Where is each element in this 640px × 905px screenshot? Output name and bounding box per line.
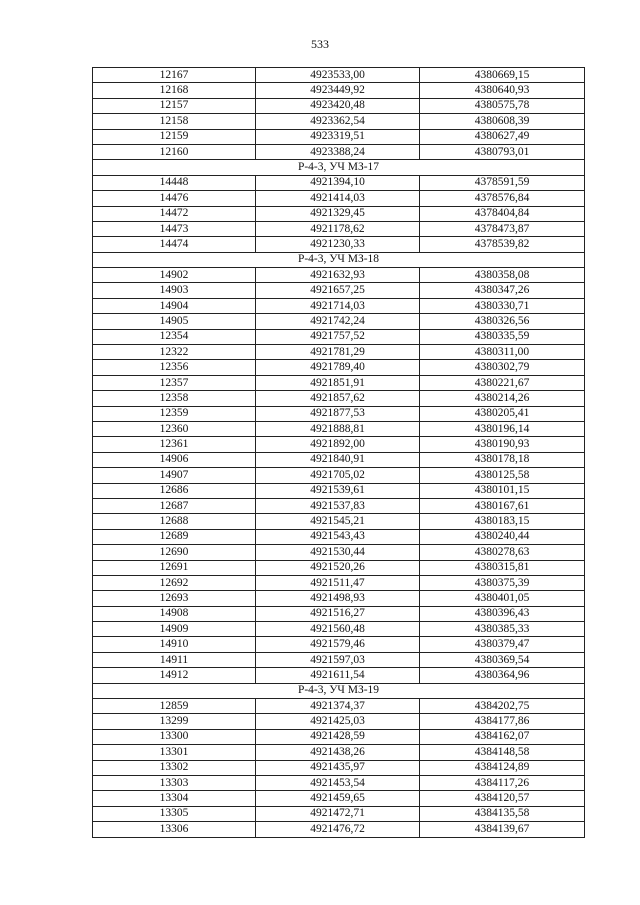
point-number-cell: 14906 (93, 452, 256, 467)
point-number-cell: 14910 (93, 637, 256, 652)
section-title: Р-4-3, УЧ МЗ-17 (93, 160, 585, 175)
y-coordinate-cell: 4380335,59 (420, 329, 585, 344)
table-row (93, 329, 585, 344)
x-coordinate-cell: 4921476,72 (256, 822, 420, 837)
table-row (93, 591, 585, 606)
table-row (93, 714, 585, 729)
x-coordinate-cell: 4923319,51 (256, 129, 420, 144)
point-number-cell: 12357 (93, 375, 256, 390)
x-coordinate-cell: 4921888,81 (256, 421, 420, 436)
y-coordinate-cell: 4380214,26 (420, 391, 585, 406)
table-row (93, 652, 585, 667)
x-coordinate-cell: 4921425,03 (256, 714, 420, 729)
table-row (93, 191, 585, 206)
table-row (93, 606, 585, 621)
point-number-cell: 12690 (93, 545, 256, 560)
table-row (93, 68, 585, 83)
x-coordinate-cell: 4921511,47 (256, 575, 420, 590)
x-coordinate-cell: 4921657,25 (256, 283, 420, 298)
section-title: Р-4-3, УЧ МЗ-18 (93, 252, 585, 267)
table-row (93, 575, 585, 590)
x-coordinate-cell: 4921789,40 (256, 360, 420, 375)
table-row (93, 806, 585, 821)
y-coordinate-cell: 4380347,26 (420, 283, 585, 298)
x-coordinate-cell: 4921597,03 (256, 652, 420, 667)
y-coordinate-cell: 4384202,75 (420, 699, 585, 714)
point-number-cell: 14909 (93, 622, 256, 637)
point-number-cell: 14902 (93, 268, 256, 283)
section-title: Р-4-3, УЧ МЗ-19 (93, 683, 585, 698)
table-row (93, 760, 585, 775)
x-coordinate-cell: 4921537,83 (256, 498, 420, 513)
y-coordinate-cell: 4380196,14 (420, 421, 585, 436)
point-number-cell: 14908 (93, 606, 256, 621)
x-coordinate-cell: 4921453,54 (256, 775, 420, 790)
table-row (93, 406, 585, 421)
section-header-row (93, 160, 585, 175)
table-row (93, 144, 585, 159)
x-coordinate-cell: 4921714,03 (256, 298, 420, 313)
y-coordinate-cell: 4380326,56 (420, 314, 585, 329)
x-coordinate-cell: 4921632,93 (256, 268, 420, 283)
table-row (93, 437, 585, 452)
x-coordinate-cell: 4921428,59 (256, 729, 420, 744)
y-coordinate-cell: 4384117,26 (420, 775, 585, 790)
table-row (93, 114, 585, 129)
y-coordinate-cell: 4380167,61 (420, 498, 585, 513)
x-coordinate-cell: 4921851,91 (256, 375, 420, 390)
table-row (93, 498, 585, 513)
table-row (93, 775, 585, 790)
x-coordinate-cell: 4921329,45 (256, 206, 420, 221)
table-row (93, 791, 585, 806)
y-coordinate-cell: 4380101,15 (420, 483, 585, 498)
point-number-cell: 14474 (93, 237, 256, 252)
table-row (93, 360, 585, 375)
point-number-cell: 12358 (93, 391, 256, 406)
table-row (93, 560, 585, 575)
point-number-cell: 14912 (93, 668, 256, 683)
x-coordinate-cell: 4921579,46 (256, 637, 420, 652)
point-number-cell: 13300 (93, 729, 256, 744)
point-number-cell: 12359 (93, 406, 256, 421)
x-coordinate-cell: 4921516,27 (256, 606, 420, 621)
point-number-cell: 12689 (93, 529, 256, 544)
point-number-cell: 12859 (93, 699, 256, 714)
point-number-cell: 13301 (93, 745, 256, 760)
table-row (93, 283, 585, 298)
table-row (93, 668, 585, 683)
table-row (93, 468, 585, 483)
y-coordinate-cell: 4380330,71 (420, 298, 585, 313)
y-coordinate-cell: 4380396,43 (420, 606, 585, 621)
y-coordinate-cell: 4380669,15 (420, 68, 585, 83)
x-coordinate-cell: 4921374,37 (256, 699, 420, 714)
y-coordinate-cell: 4380385,33 (420, 622, 585, 637)
table-row (93, 514, 585, 529)
table-row (93, 622, 585, 637)
table-row (93, 699, 585, 714)
y-coordinate-cell: 4380278,63 (420, 545, 585, 560)
table-row (93, 452, 585, 467)
table-row (93, 637, 585, 652)
y-coordinate-cell: 4384139,67 (420, 822, 585, 837)
y-coordinate-cell: 4384148,58 (420, 745, 585, 760)
point-number-cell: 12157 (93, 98, 256, 113)
y-coordinate-cell: 4380369,54 (420, 652, 585, 667)
x-coordinate-cell: 4921435,97 (256, 760, 420, 775)
x-coordinate-cell: 4921857,62 (256, 391, 420, 406)
table-row (93, 83, 585, 98)
point-number-cell: 13299 (93, 714, 256, 729)
point-number-cell: 13302 (93, 760, 256, 775)
page-number: 533 (311, 37, 329, 51)
point-number-cell: 12322 (93, 345, 256, 360)
point-number-cell: 12686 (93, 483, 256, 498)
point-number-cell: 14905 (93, 314, 256, 329)
x-coordinate-cell: 4923388,24 (256, 144, 420, 159)
point-number-cell: 12158 (93, 114, 256, 129)
y-coordinate-cell: 4380793,01 (420, 144, 585, 159)
x-coordinate-cell: 4921611,54 (256, 668, 420, 683)
x-coordinate-cell: 4921438,26 (256, 745, 420, 760)
section-header-row (93, 683, 585, 698)
table-row (93, 529, 585, 544)
table-row (93, 98, 585, 113)
y-coordinate-cell: 4380364,96 (420, 668, 585, 683)
point-number-cell: 13304 (93, 791, 256, 806)
point-number-cell: 14448 (93, 175, 256, 190)
section-header-row (93, 252, 585, 267)
point-number-cell: 12160 (93, 144, 256, 159)
point-number-cell: 12356 (93, 360, 256, 375)
table-row (93, 175, 585, 190)
x-coordinate-cell: 4921892,00 (256, 437, 420, 452)
point-number-cell: 14907 (93, 468, 256, 483)
x-coordinate-cell: 4921545,21 (256, 514, 420, 529)
table-row (93, 237, 585, 252)
x-coordinate-cell: 4921178,62 (256, 221, 420, 236)
y-coordinate-cell: 4384124,89 (420, 760, 585, 775)
y-coordinate-cell: 4384162,07 (420, 729, 585, 744)
x-coordinate-cell: 4921560,48 (256, 622, 420, 637)
x-coordinate-cell: 4921230,33 (256, 237, 420, 252)
x-coordinate-cell: 4921705,02 (256, 468, 420, 483)
x-coordinate-cell: 4921742,24 (256, 314, 420, 329)
table-row (93, 221, 585, 236)
y-coordinate-cell: 4380221,67 (420, 375, 585, 390)
x-coordinate-cell: 4921414,03 (256, 191, 420, 206)
x-coordinate-cell: 4921539,61 (256, 483, 420, 498)
table-row (93, 391, 585, 406)
point-number-cell: 12688 (93, 514, 256, 529)
x-coordinate-cell: 4921394,10 (256, 175, 420, 190)
x-coordinate-cell: 4921472,71 (256, 806, 420, 821)
table-row (93, 298, 585, 313)
table-row (93, 206, 585, 221)
y-coordinate-cell: 4380315,81 (420, 560, 585, 575)
table-row (93, 375, 585, 390)
y-coordinate-cell: 4380240,44 (420, 529, 585, 544)
point-number-cell: 14904 (93, 298, 256, 313)
point-number-cell: 14911 (93, 652, 256, 667)
x-coordinate-cell: 4921781,29 (256, 345, 420, 360)
point-number-cell: 14476 (93, 191, 256, 206)
table-row (93, 268, 585, 283)
table-row (93, 745, 585, 760)
table-row (93, 729, 585, 744)
y-coordinate-cell: 4380575,78 (420, 98, 585, 113)
y-coordinate-cell: 4378473,87 (420, 221, 585, 236)
y-coordinate-cell: 4380608,39 (420, 114, 585, 129)
table-row (93, 822, 585, 837)
point-number-cell: 12687 (93, 498, 256, 513)
x-coordinate-cell: 4921877,53 (256, 406, 420, 421)
x-coordinate-cell: 4921757,52 (256, 329, 420, 344)
table-row (93, 314, 585, 329)
y-coordinate-cell: 4378591,59 (420, 175, 585, 190)
y-coordinate-cell: 4384120,57 (420, 791, 585, 806)
y-coordinate-cell: 4380640,93 (420, 83, 585, 98)
point-number-cell: 13306 (93, 822, 256, 837)
x-coordinate-cell: 4921498,93 (256, 591, 420, 606)
point-number-cell: 14472 (93, 206, 256, 221)
y-coordinate-cell: 4380205,41 (420, 406, 585, 421)
x-coordinate-cell: 4921530,44 (256, 545, 420, 560)
table-row (93, 483, 585, 498)
x-coordinate-cell: 4921543,43 (256, 529, 420, 544)
table-row (93, 545, 585, 560)
x-coordinate-cell: 4923362,54 (256, 114, 420, 129)
x-coordinate-cell: 4923533,00 (256, 68, 420, 83)
table-row (93, 129, 585, 144)
x-coordinate-cell: 4921459,65 (256, 791, 420, 806)
x-coordinate-cell: 4921520,26 (256, 560, 420, 575)
point-number-cell: 13305 (93, 806, 256, 821)
point-number-cell: 13303 (93, 775, 256, 790)
point-number-cell: 12692 (93, 575, 256, 590)
coordinates-table (92, 67, 585, 838)
y-coordinate-cell: 4380178,18 (420, 452, 585, 467)
y-coordinate-cell: 4380379,47 (420, 637, 585, 652)
table-row (93, 421, 585, 436)
y-coordinate-cell: 4380183,15 (420, 514, 585, 529)
y-coordinate-cell: 4380627,49 (420, 129, 585, 144)
y-coordinate-cell: 4380358,08 (420, 268, 585, 283)
y-coordinate-cell: 4384135,58 (420, 806, 585, 821)
y-coordinate-cell: 4380302,79 (420, 360, 585, 375)
point-number-cell: 12361 (93, 437, 256, 452)
point-number-cell: 12693 (93, 591, 256, 606)
point-number-cell: 12167 (93, 68, 256, 83)
point-number-cell: 12360 (93, 421, 256, 436)
y-coordinate-cell: 4378539,82 (420, 237, 585, 252)
point-number-cell: 12168 (93, 83, 256, 98)
point-number-cell: 12354 (93, 329, 256, 344)
y-coordinate-cell: 4380125,58 (420, 468, 585, 483)
y-coordinate-cell: 4380311,00 (420, 345, 585, 360)
y-coordinate-cell: 4378404,84 (420, 206, 585, 221)
x-coordinate-cell: 4921840,91 (256, 452, 420, 467)
point-number-cell: 12159 (93, 129, 256, 144)
x-coordinate-cell: 4923449,92 (256, 83, 420, 98)
x-coordinate-cell: 4923420,48 (256, 98, 420, 113)
point-number-cell: 14903 (93, 283, 256, 298)
y-coordinate-cell: 4384177,86 (420, 714, 585, 729)
y-coordinate-cell: 4380375,39 (420, 575, 585, 590)
y-coordinate-cell: 4378576,84 (420, 191, 585, 206)
y-coordinate-cell: 4380190,93 (420, 437, 585, 452)
table-row (93, 345, 585, 360)
coordinates-table-body (93, 68, 585, 838)
point-number-cell: 14473 (93, 221, 256, 236)
y-coordinate-cell: 4380401,05 (420, 591, 585, 606)
point-number-cell: 12691 (93, 560, 256, 575)
